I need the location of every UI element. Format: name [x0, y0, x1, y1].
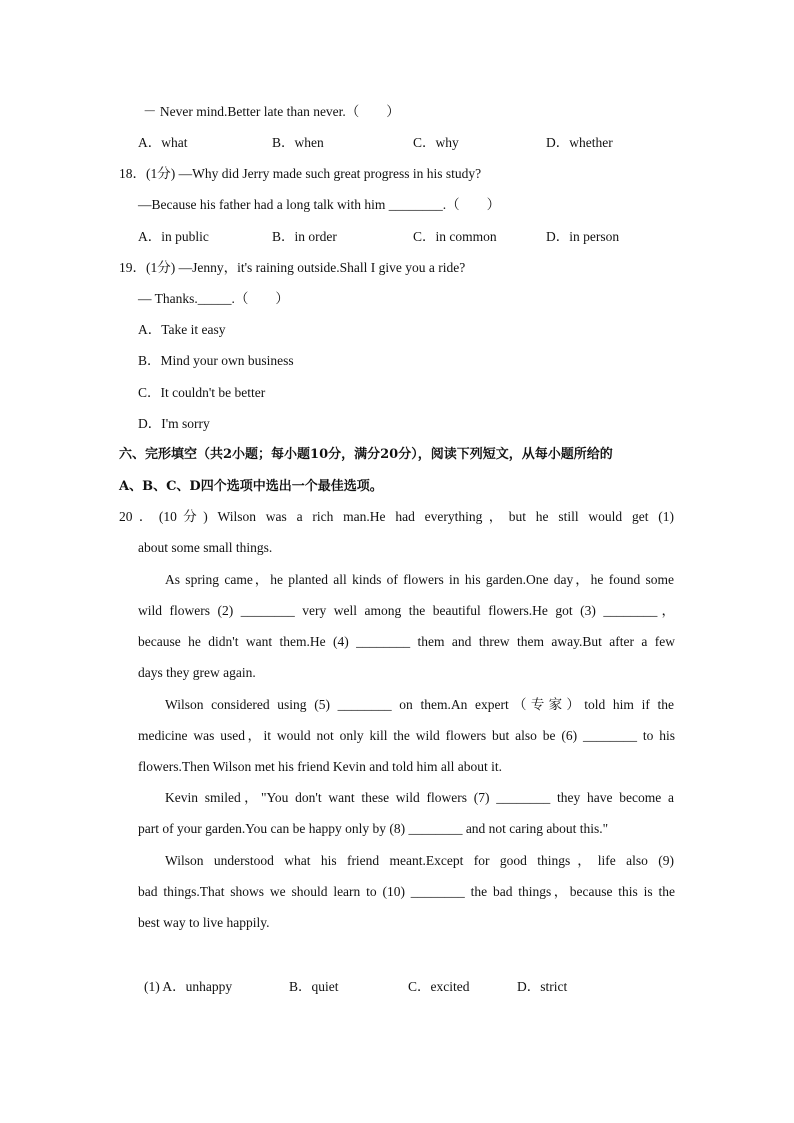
q20-blank1-option-a: (1) A．unhappy	[144, 979, 233, 994]
q20-line-9: flowers.Then Wilson met his friend Kevin and told him all about it.	[138, 759, 503, 774]
q20-line-4: wild flowers (2) ________ very well among the beautiful flowers.He got (3) ________，	[138, 603, 675, 618]
q19-option-c: C．It couldn't be better	[138, 385, 266, 400]
q20-line-11: part of your garden.You can be happy only by (8) ________ and not caring about this."	[138, 821, 609, 836]
q18-option-a: A．in public	[138, 229, 209, 244]
q19-stem: 19．(1分) —Jenny，it's raining outside.Shall I give you a ride?	[119, 260, 466, 275]
section-heading-line2: A、B、C、D四个选项中选出一个最佳选项。	[119, 479, 383, 494]
q20-blank1-option-b: B．quiet	[289, 979, 339, 994]
q18-option-c: C．in common	[413, 229, 497, 244]
q20-line-1: 20．(10分) Wilson was a rich man.He had everything，but he still would get (1)	[119, 509, 674, 524]
q20-line-3: As spring came，he planted all kinds of flowers in his garden.One day，he found some	[165, 572, 674, 587]
q18-line2: —Because his father had a long talk with him ________.（ ）	[138, 197, 501, 212]
q20-line-13: bad things.That shows we should learn to (10) ________ the bad things，because this is the	[138, 884, 675, 899]
q20-line-12: Wilson understood what his friend meant.Except for good things，life also (9)	[165, 853, 674, 868]
q20-line-8: medicine was used，it would not only kill the wild flowers but also be (6) ________ to his	[138, 728, 675, 743]
q20-line-5: because he didn't want them.He (4) ________ them and threw them away.But after a few	[138, 634, 675, 649]
q20-line-6: days they grew again.	[138, 665, 256, 680]
q20-blank1-option-c: C．excited	[408, 979, 470, 994]
q17-line: － Never mind.Better late than never.（ ）	[143, 104, 400, 119]
q18-stem: 18．(1分) —Why did Jerry made such great progress in his study?	[119, 166, 482, 181]
q19-option-b: B．Mind your own business	[138, 353, 294, 368]
q18-option-b: B．in order	[272, 229, 337, 244]
q20-line-14: best way to live happily.	[138, 915, 270, 930]
q20-line-7: Wilson considered using (5) ________ on them.An expert（专家）told him if the	[165, 697, 674, 712]
q20-line-2: about some small things.	[138, 540, 273, 555]
q17-option-a: A．what	[138, 135, 188, 150]
q19-line2: — Thanks._____.（ ）	[138, 291, 289, 306]
q17-option-b: B．when	[272, 135, 324, 150]
q17-option-c: C．why	[413, 135, 459, 150]
q18-option-d: D．in person	[546, 229, 620, 244]
q19-option-a: A．Take it easy	[138, 322, 226, 337]
section-heading-line1: 六、完形填空（共2小题；每小题10分，满分20分），阅读下列短文，从每小题所给的	[119, 447, 613, 462]
q17-option-d: D．whether	[546, 135, 613, 150]
q20-blank1-option-d: D．strict	[517, 979, 568, 994]
q20-line-10: Kevin smiled，"You don't want these wild flowers (7) ________ they have become a	[165, 790, 674, 805]
q19-option-d: D．I'm sorry	[138, 416, 210, 431]
